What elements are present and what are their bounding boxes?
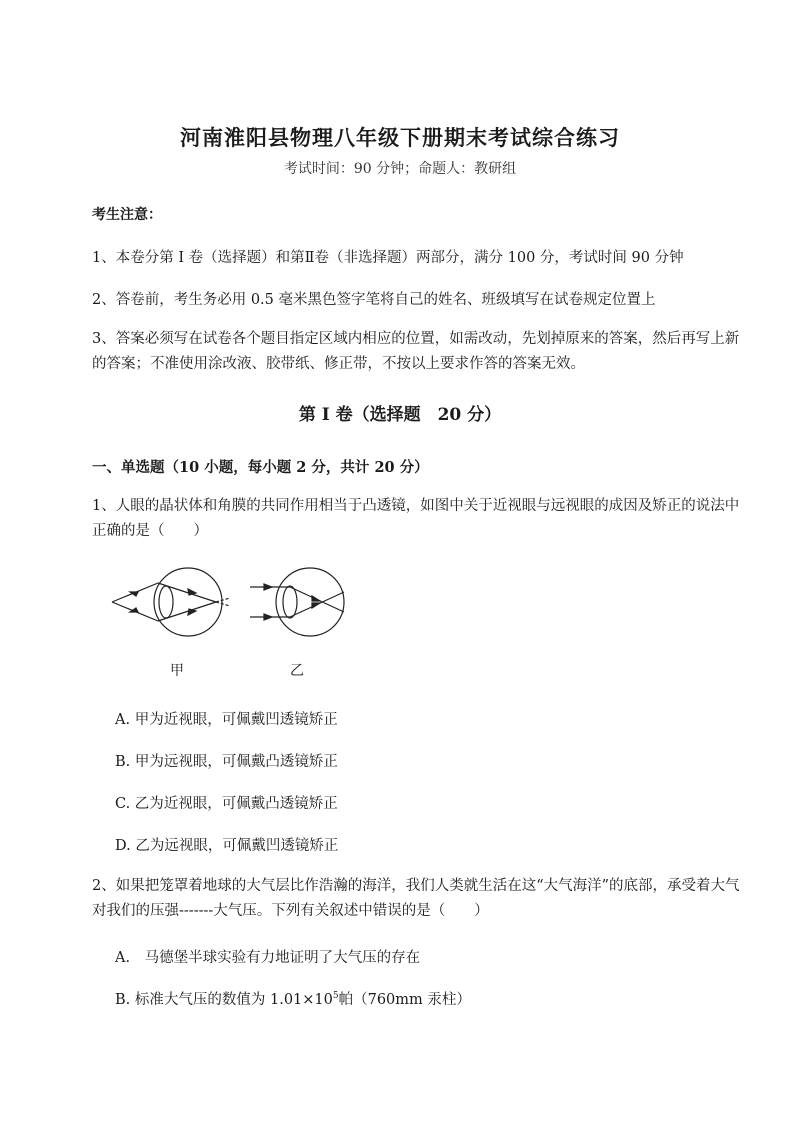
notice-item-3: 3、答案必须写在试卷各个题目指定区域内相应的位置，如需改动，先划掉原来的答案，然后再写上新的答案；不准使用涂改液、胶带纸、修正带，不按以上要求作答的答案无效。 (92, 331, 740, 372)
exam-info: 考试时间：90 分钟；命题人：教研组 (283, 161, 517, 177)
q2-option-b-text: B. 标准大气压的数值为 1.01×10 (115, 992, 333, 1008)
q2-option-b-exponent: 5 (332, 991, 339, 1002)
notice-item-2: 2、答卷前，考生务必用 0.5 毫米黑色签字笔将自己的姓名、班级填写在试卷规定位置上 (92, 292, 656, 308)
notice-item-1: 1、本卷分第 I 卷（选择题）和第Ⅱ卷（非选择题）两部分，满分 100 分，考试时间 90 分钟 (92, 250, 684, 266)
section-title: 第 I 卷（选择题 20 分） (298, 405, 502, 425)
q2-option-b (115, 988, 471, 1009)
figure-label-jia: 甲 (170, 663, 184, 679)
q2-option-a: A. 马德堡半球实验有力地证明了大气压的存在 (115, 950, 421, 966)
part-heading: 一、单选题（10 小题，每小题 2 分，共计 20 分） (92, 459, 429, 476)
question-2-stem: 2、如果把笼罩着地球的大气层比作浩瀚的海洋，我们人类就生活在这“大气海洋”的底部，承受着大气对我们的压强-------大气压。下列有关叙述中错误的是（ ） (92, 878, 740, 919)
eye-diagram (100, 565, 370, 685)
page-title: 河南淮阳县物理八年级下册期末考试综合练习 (180, 125, 620, 150)
q2-option-b-unit: 帕（760mm 汞柱） (338, 992, 471, 1008)
eye-diagram-jia (112, 568, 230, 636)
q1-option-c: C. 乙为近视眼，可佩戴凸透镜矫正 (115, 796, 338, 812)
eye-diagram-yi (250, 568, 344, 636)
figure-label-yi: 乙 (290, 663, 304, 679)
q1-option-b: B. 甲为远视眼，可佩戴凸透镜矫正 (115, 754, 338, 770)
notice-heading: 考生注意： (92, 207, 162, 223)
q1-option-d: D. 乙为远视眼，可佩戴凹透镜矫正 (115, 838, 339, 854)
q1-option-a: A. 甲为近视眼，可佩戴凹透镜矫正 (115, 712, 338, 728)
question-1-stem: 1、人眼的晶状体和角膜的共同作用相当于凸透镜，如图中关于近视眼与远视眼的成因及矫正的说法中正确的是（ ） (92, 498, 740, 539)
